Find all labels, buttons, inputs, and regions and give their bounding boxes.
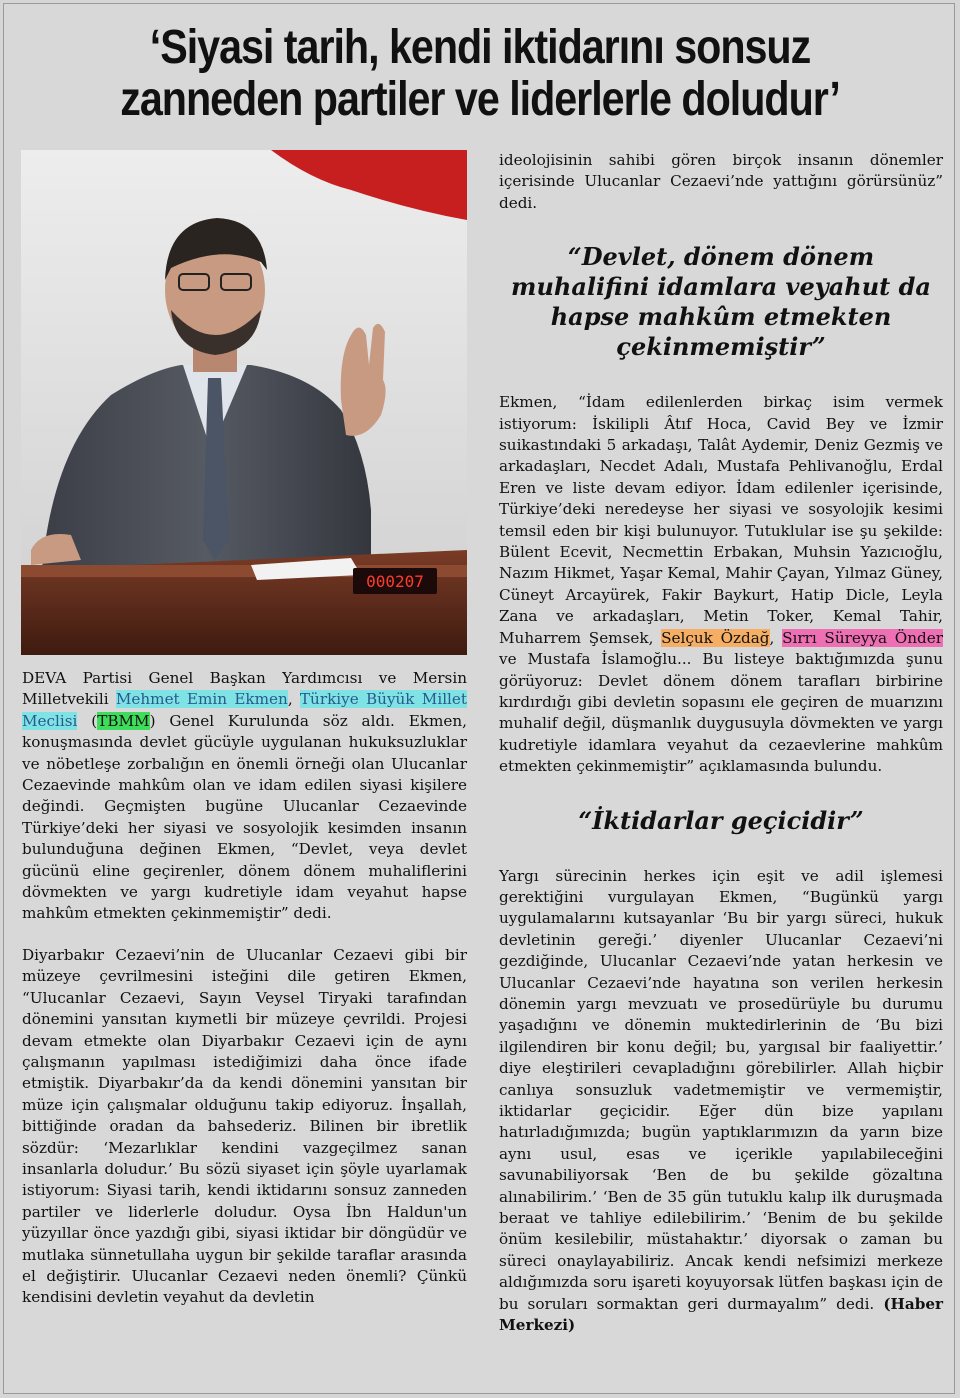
intro-text-a: DEVA Partisi Genel Başkan Yardımcısı ve Mersin Milletvekili: [22, 669, 467, 709]
highlight-selcuk-ozdag: Selçuk Özdağ: [661, 628, 770, 647]
names-paragraph: [499, 392, 943, 777]
headline: [71, 22, 890, 126]
judiciary-text: Yargı sürecinin herkes için eşit ve adil işlemesi gerektiğini vurgulayan Ekmen, “Bugünkü yargı uygulamalarını kutsayanlar ‘Bu bir yargı süreci, hukuk devletinin gereği.’ diyenler Ulucanlar Cezaevi’ni gezdiğinde, Ulucanlar Cezaevi’nde yatan herkesin ve Ulucanlar Cezaevi’nde hayatına son verilen herkesin dönemin yargı mevzuatı ve prosedürüyle bu durumu yaşadığını ve dönemin muktedirlerinin de ‘Bu bizi ilgilendiren bir konu değil; bu, yargısal bir faaliyettir.’ diye eleştirileri cevapladığını görebilirler. Allah hiçbir canlıya sonsuzluk vadetmemiştir ve vermemiştir, iktidarlar geçicidir. Eğer dün bize yapılanı hatırladığımızda; bugün yaptıklarımızın da yarın bize aynı usul, esas ve içerikle yapılabileceğini savunabiliyorsak ‘Ben de bu şekilde gözaltına alınabilirim.’ ‘Ben de 35 gün tutuklu kalıp ilk duruşmada beraat ve tahliye edilebilirim.’ ‘Benim de bu şekilde önüm kesilebilir, müstahaktır.’ diyorsak o zaman bu süreci onaylayabiliriz. Ancak kendi nefsimizi merkeze aldığımızda soru işareti koyuyorsak lütfen başkası için de bu soruları sormaktan geri durmayalım” dedi.: [499, 866, 943, 1313]
headline-line-2: zanneden partiler ve liderlerle doludur’: [120, 73, 840, 126]
highlight-person-name: Mehmet Emin Ekmen: [115, 690, 288, 709]
timer-display: 000207: [366, 572, 424, 591]
names-text-c: ve Mustafa İslamoğlu... Bu listeye baktığımızda şunu görüyoruz: Devlet dönem dönem tarafları birbirine kırdırdığı gibi devletin sopasını ele geçiren de muarızını muhalif değil, düşmanlık duygusuyla dövmekten ve yargı kudretiyle idamlara veyahut da cezaevlerine mahkûm etmekten çekinmemiştir” açıklamasında bulundu.: [499, 650, 943, 776]
intro-text-d: ) Genel Kurulunda söz aldı. Ekmen, konuşmasında devlet gücüyle uygulanan hukuksuzluklar ve nöbetleşe zorbalığın en önemli örneği olan Ulucanlar Cezaevinde mahkûm olan ve idam edilen siyasi kişilere değindi. Geçmişten bugüne Ulucanlar Cezaevinde Türkiye’deki her siyasi ve sosyolojik kesimden insanın bulunduğuna değinen Ekmen, “Devlet, veya devlet gücünü eline geçirenler, dönem dönem muhaliflerini dövmekten ve yargı kudretiyle idam veyahut hapse mahkûm etmekten çekinmemiştir” dedi.: [22, 711, 467, 923]
newspaper-page: [3, 3, 955, 1394]
names-text-b: ,: [769, 628, 783, 647]
subheading-iktidarlar: “İktidarlar geçicidir”: [578, 805, 864, 835]
intro-paragraph: [22, 668, 467, 925]
highlight-tbmm: TBMM: [97, 711, 150, 730]
intro-text-b: ,: [287, 690, 300, 709]
continuation-paragraph: ideolojisinin sahibi gören birçok insanın dönemler içerisinde Ulucanlar Cezaevi’nde yattığını görürsünüz” dedi.: [499, 151, 943, 212]
speaker-photo: [21, 150, 467, 655]
judiciary-paragraph: [499, 866, 943, 1337]
subheading-devlet: “Devlet, dönem dönem muhalifini idamlara veyahut da hapse mahkûm etmekten çekinmemiştir”: [511, 242, 931, 362]
headline-line-1: ‘Siyasi tarih, kendi iktidarını sonsuz: [149, 21, 811, 74]
intro-text-c: (: [77, 711, 98, 730]
right-column: [499, 150, 943, 1356]
highlight-parliament-name: Türkiye Büyük Millet Meclisi: [22, 690, 467, 730]
highlight-sirri-sureyya-onder: Sırrı Süreyya Önder: [782, 628, 943, 647]
left-column: [22, 668, 467, 1329]
museum-paragraph: Diyarbakır Cezaevi’nin de Ulucanlar Cezaevi gibi bir müzeye çevrilmesini isteğini dile getiren Ekmen, “Ulucanlar Cezaevi, Sayın Veysel Tiryaki tarafından dönemini yansıtan kıymetli bir müzeye çevrildi. Projesi devam etmekte olan Diyarbakır Cezaevi için de aynı çalışmanın yapılması istediğimizi daha önce ifade etmiştik. Diyarbakır’da da kendi dönemini yansıtan bir müze için çalışmalar olduğunu takip ediyoruz. İnşallah, bittiğinde oradan da bahsederiz. Bilinen bir ibretlik sözdür: ‘Mezarlıklar kendini vazgeçilmez sanan insanlarla doludur.’ Bu sözü siyaset için şöyle uyarlamak istiyorum: Siyasi tarih, kendi iktidarını sonsuz zanneden partiler ve liderlerle doludur. Oysa İbn Haldun'un yüzyıllar önce yazdığı gibi, siyasi iktidar bir döngüdür ve mutlaka sünnetullaha uygun bir şekilde taraflar arasında el değiştirir. Ulucanlar Cezaevi neden önemli? Çünkü kendisini devletin veyahut da devletin: [22, 945, 467, 1307]
byline: (Haber Merkezi): [499, 1294, 943, 1335]
names-text-a: Ekmen, “İdam edilenlerden birkaç isim vermek istiyorum: İskilipli Âtıf Hoca, Cavid Bey ve İzmir suikastındaki 5 arkadaşı, Talât Aydemir, Deniz Gezmiş ve arkadaşları, Necdet Adalı, Mustafa Pehlivanoğlu, Erdal Eren ve liste devam ediyor. İdam edilenler içerisinde, Türkiye’deki neredeyse her siyasi ve sosyolojik kesimi temsil eden bir kişi bulunuyor. Tutuklular ise şu şekilde: Bülent Ecevit, Necmettin Erbakan, Muhsin Yazıcıoğlu, Nazım Hikmet, Yaşar Kemal, Mahir Çayan, Yılmaz Güney, Cüneyt Arcayürek, Fakir Baykurt, Hatip Dicle, Leyla Zana ve arkadaşları, Metin Toker, Kemal Tahir, Muharrem Şemsek,: [499, 393, 943, 647]
